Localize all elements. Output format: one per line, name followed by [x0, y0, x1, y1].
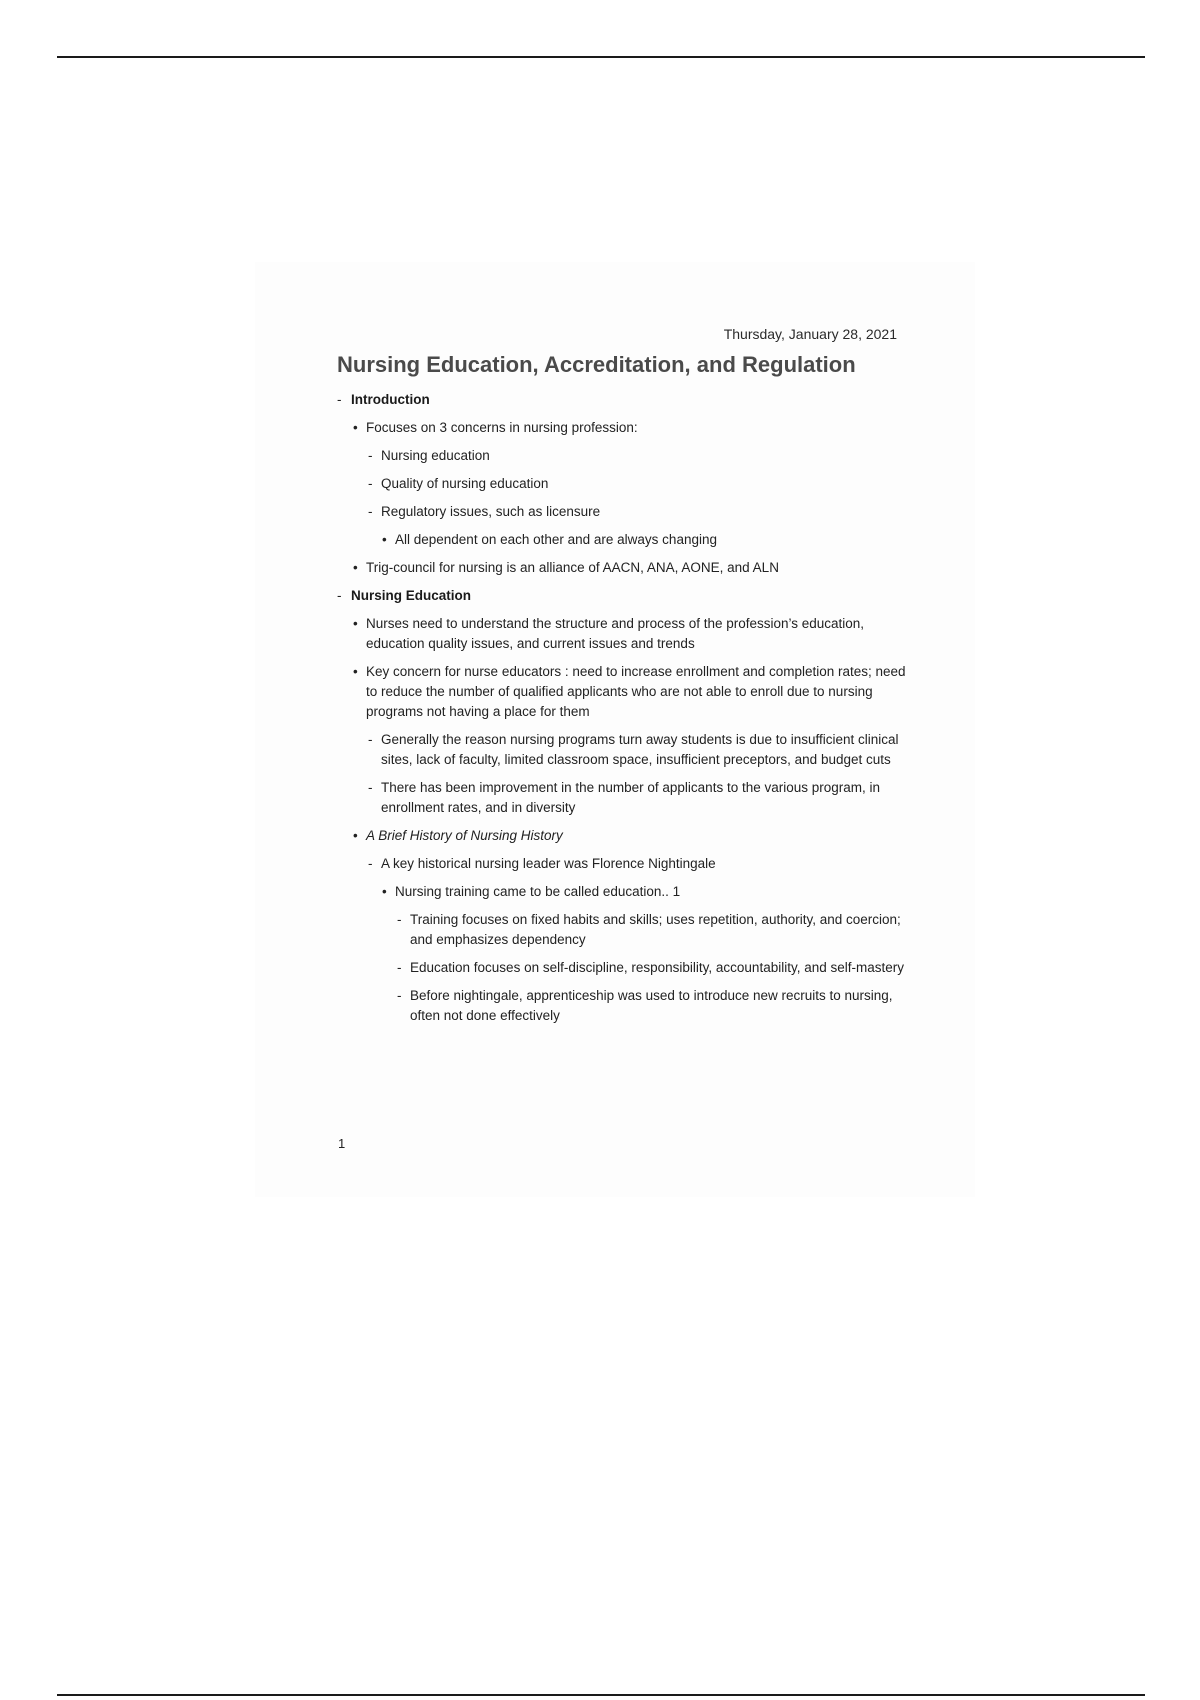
outline-item: [337, 958, 907, 978]
footnote: 1: [338, 1136, 346, 1151]
bottom-rule: [57, 1694, 1145, 1696]
outline-item-text: Nursing Education: [351, 588, 472, 603]
outline-item-text: Before nightingale, apprenticeship was used to introduce new recruits to nursing, often not done effectively: [410, 988, 893, 1023]
outline-item-text: Education focuses on self-discipline, responsibility, accountability, and self-mastery: [410, 960, 904, 975]
outline-item-text: Quality of nursing education: [381, 476, 549, 491]
outline-item: [337, 558, 907, 578]
outline-item-text: Nursing training came to be called education.. 1: [395, 884, 681, 899]
dash-icon: -: [368, 448, 373, 463]
outline-item: [337, 778, 907, 818]
outline-item: [337, 826, 907, 846]
outline-item: [337, 614, 907, 654]
outline-item-text: Nursing education: [381, 448, 490, 463]
bullet-icon: •: [353, 560, 358, 575]
bullet-icon: •: [382, 884, 387, 899]
outline-item-text: A Brief History of Nursing History: [366, 828, 563, 843]
notes-outline: [337, 390, 907, 1034]
dash-icon: -: [368, 504, 373, 519]
dash-icon: -: [397, 988, 402, 1003]
dash-icon: -: [368, 780, 373, 795]
outline-item: [337, 418, 907, 438]
outline-item-text: A key historical nursing leader was Florence Nightingale: [381, 856, 716, 871]
outline-item: [337, 986, 907, 1026]
outline-item: [337, 474, 907, 494]
dash-icon: -: [337, 588, 342, 603]
outline-item: [337, 502, 907, 522]
bullet-icon: •: [353, 616, 358, 631]
outline-item-text: Trig-council for nursing is an alliance of AACN, ANA, AONE, and ALN: [366, 560, 779, 575]
outline-item-text: Generally the reason nursing programs turn away students is due to insufficient clinical sites, lack of faculty, limited classroom space, insufficient preceptors, and budget cuts: [381, 732, 899, 767]
document-title: Nursing Education, Accreditation, and Regulation: [337, 352, 856, 377]
outline-item: [337, 910, 907, 950]
dash-icon: -: [397, 960, 402, 975]
outline-item-text: Introduction: [351, 392, 430, 407]
document-date: Thursday, January 28, 2021: [723, 326, 897, 342]
outline-item-text: Regulatory issues, such as licensure: [381, 504, 601, 519]
outline-item: [337, 662, 907, 722]
outline-item: [337, 730, 907, 770]
dash-icon: -: [397, 912, 402, 927]
bullet-icon: •: [353, 828, 358, 843]
top-rule: [57, 56, 1145, 58]
outline-item-text: Training focuses on fixed habits and skills; uses repetition, authority, and coercion; and emphasizes dependency: [410, 912, 901, 947]
section-heading: [337, 390, 907, 410]
outline-item: [337, 530, 907, 550]
bullet-icon: •: [353, 420, 358, 435]
outline-item: [337, 446, 907, 466]
outline-item: [337, 854, 907, 874]
outline-item-text: Nurses need to understand the structure and process of the profession’s education, education quality issues, and current issues and trends: [366, 616, 865, 651]
dash-icon: -: [337, 392, 342, 407]
dash-icon: -: [368, 856, 373, 871]
bullet-icon: •: [382, 532, 387, 547]
document-page: [255, 262, 975, 1197]
outline-item-text: All dependent on each other and are always changing: [395, 532, 717, 547]
outline-item: [337, 882, 907, 902]
dash-icon: -: [368, 476, 373, 491]
bullet-icon: •: [353, 664, 358, 679]
outline-item-text: Key concern for nurse educators : need to increase enrollment and completion rates; need to reduce the number of qualified applicants who are not able to enroll due to nursing programs not having a place for them: [366, 664, 906, 719]
outline-item-text: There has been improvement in the number of applicants to the various program, in enrollment rates, and in diversity: [381, 780, 881, 815]
outline-item-text: Focuses on 3 concerns in nursing profession:: [366, 420, 638, 435]
section-heading: [337, 586, 907, 606]
dash-icon: -: [368, 732, 373, 747]
